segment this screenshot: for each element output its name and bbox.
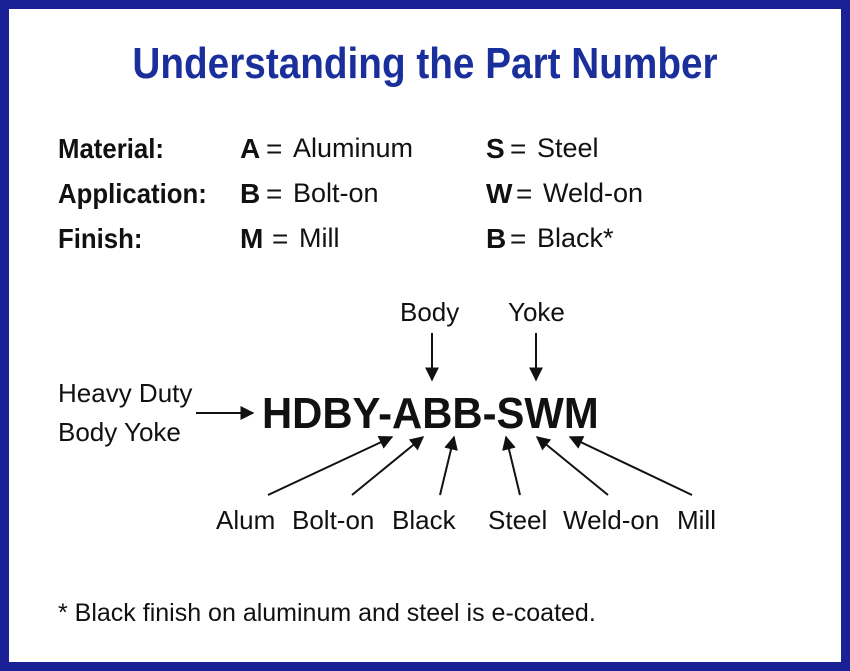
- footnote: * Black finish on aluminum and steel is e-coated.: [58, 599, 596, 627]
- arrow-bolt-on: [352, 437, 423, 495]
- equals-sign: =: [510, 223, 527, 254]
- callout-black: Black: [392, 505, 456, 535]
- finish-value-black: Black*: [537, 223, 614, 253]
- callout-body: Body: [400, 297, 460, 327]
- callout-prefix-line2: Body Yoke: [58, 417, 181, 447]
- arrow-mill: [570, 437, 692, 495]
- material-code-a: A: [240, 133, 261, 164]
- material-value-steel: Steel: [537, 133, 599, 163]
- equals-sign: =: [266, 178, 283, 209]
- finish-code-b: B: [486, 223, 507, 254]
- equals-sign: =: [510, 133, 527, 164]
- application-value-bolt-on: Bolt-on: [293, 178, 379, 208]
- application-value-weld-on: Weld-on: [543, 178, 644, 208]
- finish-label: Finish:: [58, 223, 143, 254]
- callout-alum: Alum: [216, 505, 276, 535]
- callout-steel: Steel: [488, 505, 548, 535]
- finish-value-mill: Mill: [299, 223, 340, 253]
- material-code-s: S: [486, 133, 505, 164]
- equals-sign: =: [266, 133, 283, 164]
- callout-yoke: Yoke: [508, 297, 565, 327]
- arrow-steel: [506, 437, 520, 495]
- callout-mill: Mill: [677, 505, 716, 535]
- application-code-b: B: [240, 178, 261, 209]
- finish-code-m: M: [240, 223, 264, 254]
- material-value-aluminum: Aluminum: [293, 133, 414, 163]
- application-label: Application:: [58, 178, 207, 209]
- part-number: HDBY-ABB-SWM: [262, 389, 599, 438]
- application-code-w: W: [486, 178, 513, 209]
- callout-bolt-on: Bolt-on: [292, 505, 375, 535]
- page-title: Understanding the Part Number: [132, 39, 718, 88]
- material-label: Material:: [58, 133, 164, 164]
- callout-prefix-line1: Heavy Duty: [58, 378, 193, 408]
- equals-sign: =: [516, 178, 533, 209]
- arrow-black: [440, 437, 454, 495]
- arrow-weld-on: [537, 437, 608, 495]
- callout-weld-on: Weld-on: [563, 505, 660, 535]
- equals-sign: =: [272, 223, 289, 254]
- arrow-alum: [268, 437, 392, 495]
